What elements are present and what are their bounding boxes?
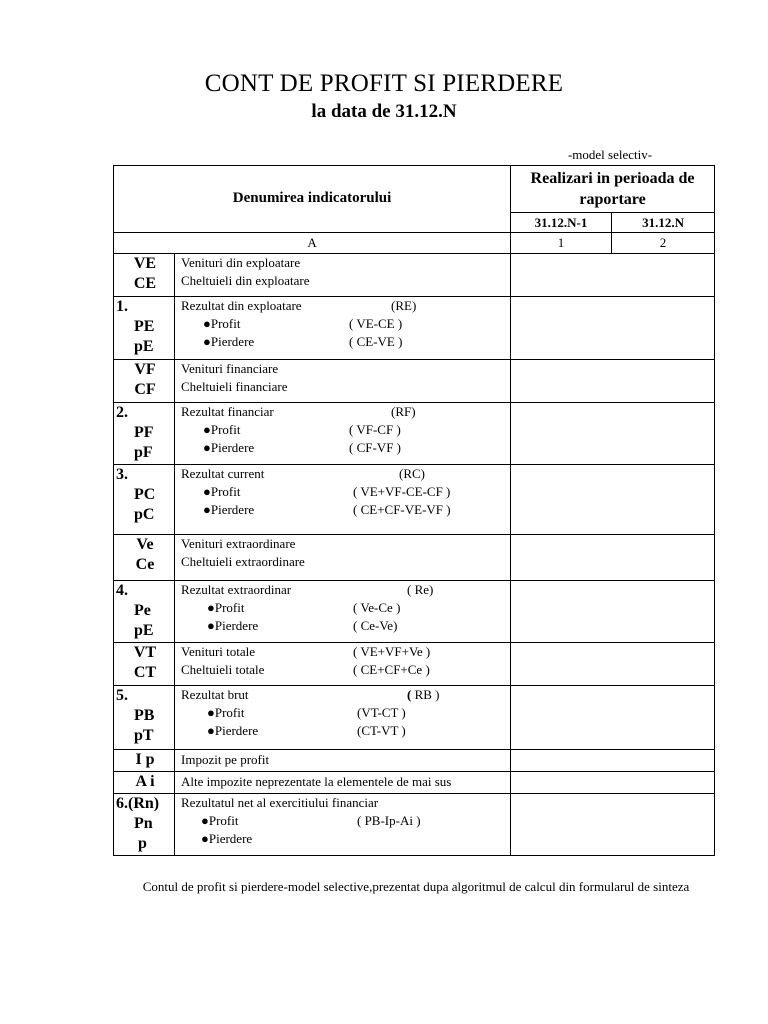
row-code: A i — [114, 772, 175, 794]
realized-header: Realizari in perioada de raportare — [511, 166, 715, 213]
row-code: VT CT — [114, 643, 175, 686]
document-title: CONT DE PROFIT SI PIERDERE — [204, 70, 564, 97]
index-2: 2 — [612, 233, 715, 254]
value-cell — [511, 403, 715, 465]
table-row — [114, 772, 715, 794]
value-cell — [511, 794, 715, 856]
row-description: Rezultat extraordinar ( Re) ●Profit ( Ve-Ce ) ●Pierdere ( Ce-Ve) — [175, 581, 511, 643]
row-code: I p — [114, 750, 175, 772]
value-cell — [511, 581, 715, 643]
index-a: A — [114, 233, 511, 254]
value-cell — [511, 772, 715, 794]
row-code: VF CF — [114, 360, 175, 403]
footnote: Contul de profit si pierdere-model selective,prezentat dupa algoritmul de calcul din formularul de sinteza — [142, 879, 690, 894]
index-1: 1 — [511, 233, 612, 254]
model-label: -model selectiv- — [567, 147, 653, 162]
row-description: Impozit pe profit — [175, 750, 511, 772]
document-subtitle: la data de 31.12.N — [311, 101, 457, 122]
table-row — [114, 686, 715, 750]
table-row — [114, 643, 715, 686]
row-description: Rezultat current (RC) ●Profit ( VE+VF-CE-CF ) ●Pierdere ( CE+CF-VE-VF ) — [175, 465, 511, 535]
table-row — [114, 360, 715, 403]
indicator-name-header: Denumirea indicatorului — [114, 166, 511, 233]
row-code: 4. Pe pE — [114, 581, 175, 643]
table-row — [114, 535, 715, 581]
row-description: Rezultat financiar (RF) ●Profit ( VF-CF ) ●Pierdere ( CF-VF ) — [175, 403, 511, 465]
table-row — [114, 297, 715, 360]
value-cell — [511, 643, 715, 686]
row-code: 1. PE pE — [114, 297, 175, 360]
row-description: Alte impozite neprezentate la elementele de mai sus — [175, 772, 511, 794]
row-code: 5. PB pT — [114, 686, 175, 750]
row-description: Rezultat din exploatare (RE) ●Profit ( VE-CE ) ●Pierdere ( CE-VE ) — [175, 297, 511, 360]
row-code: 6.(Rn) Pn p — [114, 794, 175, 856]
table-row — [114, 465, 715, 535]
row-description: Venituri din exploatare Cheltuieli din exploatare — [175, 254, 511, 297]
value-cell — [511, 686, 715, 750]
row-description: Venituri extraordinare Cheltuieli extraordinare — [175, 535, 511, 581]
table-row — [114, 254, 715, 297]
value-cell — [511, 297, 715, 360]
period-curr-header: 31.12.N — [612, 213, 715, 233]
row-code: 3. PC pC — [114, 465, 175, 535]
row-code: Ve Ce — [114, 535, 175, 581]
table-row — [114, 750, 715, 772]
row-description: Venituri financiare Cheltuieli financiare — [175, 360, 511, 403]
period-prev-header: 31.12.N-1 — [511, 213, 612, 233]
value-cell — [511, 750, 715, 772]
table-row — [114, 581, 715, 643]
table-row — [114, 403, 715, 465]
table-header-row — [114, 166, 715, 213]
value-cell — [511, 254, 715, 297]
table-row — [114, 794, 715, 856]
index-row — [114, 233, 715, 254]
value-cell — [511, 535, 715, 581]
row-description: Venituri totale ( VE+VF+Ve ) Cheltuieli totale ( CE+CF+Ce ) — [175, 643, 511, 686]
row-description: Rezultat brut ( RB ) ●Profit (VT-CT ) ●Pierdere (CT-VT ) — [175, 686, 511, 750]
value-cell — [511, 465, 715, 535]
row-code: 2. PF pF — [114, 403, 175, 465]
row-description: Rezultatul net al exercitiului financiar ●Profit ( PB-Ip-Ai ) ●Pierdere — [175, 794, 511, 856]
value-cell — [511, 360, 715, 403]
row-code: VE CE — [114, 254, 175, 297]
profit-loss-table — [113, 165, 715, 856]
